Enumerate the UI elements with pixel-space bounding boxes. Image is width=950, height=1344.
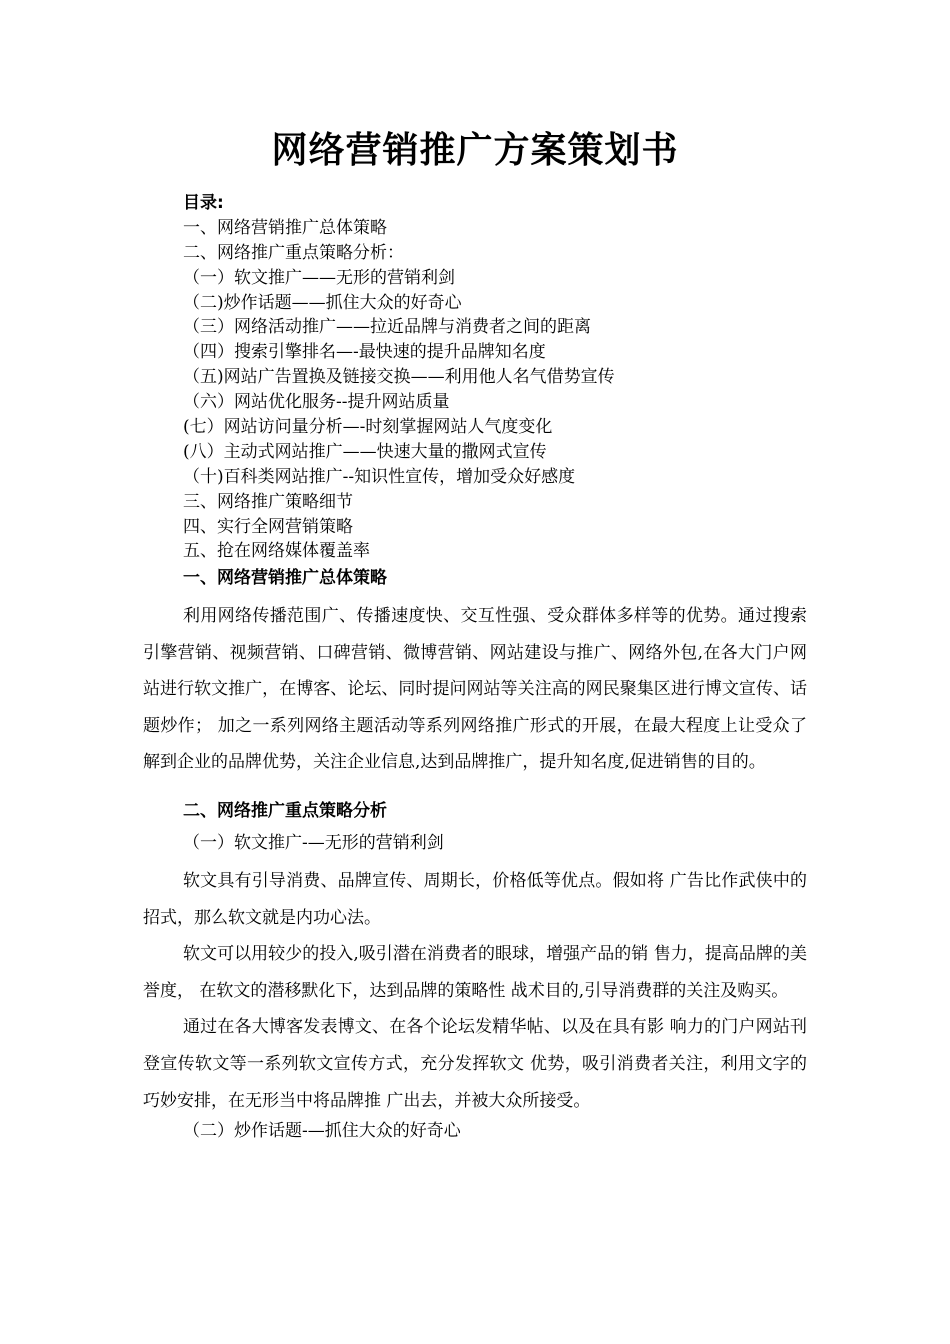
section-heading: 一、网络营销推广总体策略: [183, 568, 387, 588]
toc-item: （四）搜索引擎排名—-最快速的提升品牌知名度: [183, 342, 546, 363]
section-paragraph: 软文具有引导消费、品牌宣传、周期长，价格低等优点。假如将 广告比作武侠中的招式，那么软文就是内功心法。: [143, 870, 807, 928]
toc-item: （二)炒作话题——抓住大众的好奇心: [183, 292, 462, 313]
toc-item: 三、网络推广策略细节: [183, 491, 353, 512]
section-heading: 二、网络推广重点策略分析: [183, 800, 387, 821]
toc-item: (七）网站访问量分析—-时刻掌握网站人气度变化: [183, 417, 553, 438]
toc-item: 四、实行全网营销策略: [183, 516, 353, 537]
table-of-contents: [183, 191, 823, 564]
toc-item: 二、网络推广重点策略分析：: [183, 242, 404, 263]
toc-item: （十)百科类网站推广--知识性宣传，增加受众好感度: [183, 466, 576, 487]
toc-item: (八）主动式网站推广——快速大量的撒网式宣传: [183, 441, 547, 462]
toc-item: （一）软文推广——无形的营销利剑: [183, 267, 455, 288]
toc-heading: 目录:: [183, 193, 224, 213]
toc-item: （五)网站广告置换及链接交换——利用他人名气借势宣传: [183, 367, 615, 388]
section-paragraph: 软文可以用较少的投入,吸引潜在消费者的眼球，增强产品的销 售力，提高品牌的美誉度， 在软文的潜移默化下，达到品牌的策略性 战术目的,引导消费群的关注及购买。: [143, 944, 807, 1001]
toc-item: （六）网站优化服务--提升网站质量: [183, 392, 450, 413]
toc-item: 五、抢在网络媒体覆盖率: [183, 541, 370, 562]
section-paragraph: 通过在各大博客发表博文、在各个论坛发精华帖、以及在具有影 响力的门户网站刊登宣传软文等一系列软文宣传方式，充分发挥软文 优势，吸引消费者关注，利用文字的巧妙安排，在无形当中将品牌推 广出去，并被大众所接受。: [143, 1017, 807, 1111]
toc-item: 一、网络营销推广总体策略: [183, 217, 387, 238]
toc-item: （三）网络活动推广——拉近品牌与消费者之间的距离: [183, 317, 591, 338]
subsection-heading: （二）炒作话题-—抓住大众的好奇心: [183, 1121, 461, 1142]
document-title: 网络营销推广方案策划书: [271, 130, 679, 171]
section-paragraph: 利用网络传播范围广、传播速度快、交互性强、受众群体多样等的优势。通过搜索引擎营销、视频营销、口碑营销、微博营销、网站建设与推广、网络外包,在各大门户网站进行软文推广，在博客、论坛、同时提问网站等关注高的网民聚集区进行博文宣传、话题炒作； 加之一系列网络主题活动等系列网络推广形式的开展，在最大程度上让受众了解到企业的品牌优势，关注企业信息,达到品牌推广，提升知名度,促进销售的目的。: [143, 606, 807, 773]
document-body: [143, 566, 807, 1143]
subsection-heading: （一）软文推广-—无形的营销利剑: [183, 832, 444, 853]
